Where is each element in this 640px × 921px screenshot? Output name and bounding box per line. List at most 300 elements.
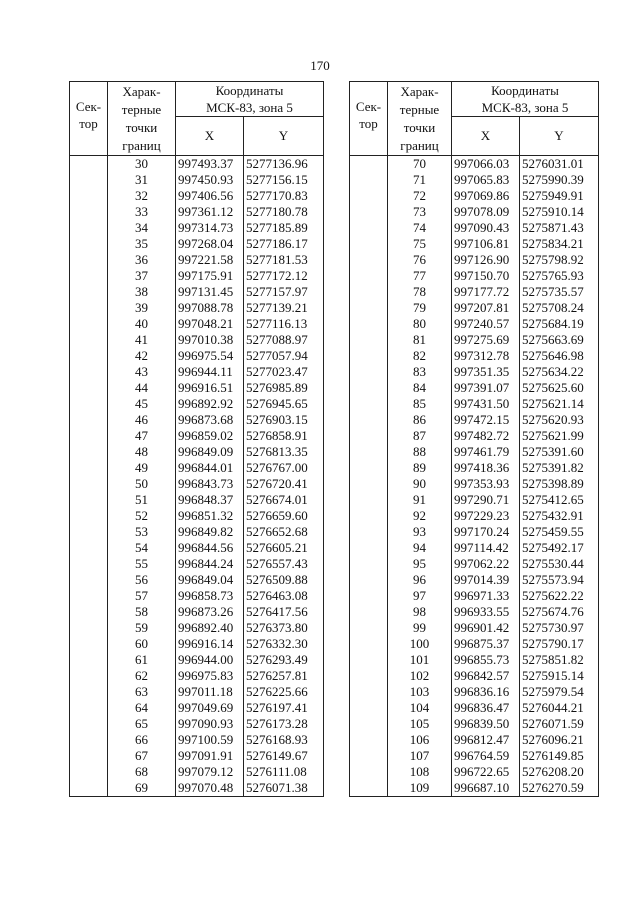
x-coordinate-cell: 996842.57 xyxy=(452,668,520,684)
x-coordinate-cell: 997014.39 xyxy=(452,572,520,588)
table-row xyxy=(350,716,599,732)
y-coordinate-cell: 5277088.97 xyxy=(244,332,324,348)
table-row xyxy=(350,380,599,396)
coordinates-table-left xyxy=(69,81,324,797)
x-coordinate-cell: 996875.37 xyxy=(452,636,520,652)
table-row xyxy=(350,588,599,604)
sector-cell xyxy=(350,428,388,444)
point-number-cell: 51 xyxy=(108,492,176,508)
header-y: Y xyxy=(244,117,324,156)
y-coordinate-cell: 5276149.67 xyxy=(244,748,324,764)
y-coordinate-cell: 5276293.49 xyxy=(244,652,324,668)
sector-cell xyxy=(70,492,108,508)
table-row xyxy=(350,156,599,173)
x-coordinate-cell: 996916.51 xyxy=(176,380,244,396)
y-coordinate-cell: 5275621.14 xyxy=(520,396,599,412)
point-number-cell: 73 xyxy=(388,204,452,220)
point-number-cell: 78 xyxy=(388,284,452,300)
sector-cell xyxy=(350,620,388,636)
table-row xyxy=(350,204,599,220)
y-coordinate-cell: 5277185.89 xyxy=(244,220,324,236)
x-coordinate-cell: 996722.65 xyxy=(452,764,520,780)
sector-cell xyxy=(350,316,388,332)
x-coordinate-cell: 996901.42 xyxy=(452,620,520,636)
y-coordinate-cell: 5275432.91 xyxy=(520,508,599,524)
x-coordinate-cell: 996873.26 xyxy=(176,604,244,620)
point-number-cell: 53 xyxy=(108,524,176,540)
point-number-cell: 67 xyxy=(108,748,176,764)
x-coordinate-cell: 997126.90 xyxy=(452,252,520,268)
y-coordinate-cell: 5276225.66 xyxy=(244,684,324,700)
point-number-cell: 80 xyxy=(388,316,452,332)
x-coordinate-cell: 997011.18 xyxy=(176,684,244,700)
table-row xyxy=(70,204,324,220)
x-coordinate-cell: 996849.82 xyxy=(176,524,244,540)
sector-cell xyxy=(70,524,108,540)
point-number-cell: 35 xyxy=(108,236,176,252)
point-number-cell: 69 xyxy=(108,780,176,797)
y-coordinate-cell: 5276096.21 xyxy=(520,732,599,748)
sector-cell xyxy=(350,684,388,700)
sector-cell xyxy=(350,380,388,396)
table-row xyxy=(350,252,599,268)
y-coordinate-cell: 5276332.30 xyxy=(244,636,324,652)
point-number-cell: 101 xyxy=(388,652,452,668)
point-number-cell: 85 xyxy=(388,396,452,412)
y-coordinate-cell: 5275391.82 xyxy=(520,460,599,476)
table-row xyxy=(350,636,599,652)
y-coordinate-cell: 5276173.28 xyxy=(244,716,324,732)
point-number-cell: 105 xyxy=(388,716,452,732)
table-row xyxy=(70,652,324,668)
x-coordinate-cell: 996839.50 xyxy=(452,716,520,732)
table-row xyxy=(70,460,324,476)
sector-cell xyxy=(350,284,388,300)
point-number-cell: 60 xyxy=(108,636,176,652)
x-coordinate-cell: 997170.24 xyxy=(452,524,520,540)
table-row xyxy=(350,284,599,300)
sector-cell xyxy=(70,428,108,444)
y-coordinate-cell: 5276270.59 xyxy=(520,780,599,797)
y-coordinate-cell: 5276044.21 xyxy=(520,700,599,716)
point-number-cell: 89 xyxy=(388,460,452,476)
x-coordinate-cell: 997114.42 xyxy=(452,540,520,556)
x-coordinate-cell: 996844.01 xyxy=(176,460,244,476)
point-number-cell: 61 xyxy=(108,652,176,668)
point-number-cell: 94 xyxy=(388,540,452,556)
table-row xyxy=(350,460,599,476)
point-number-cell: 93 xyxy=(388,524,452,540)
y-coordinate-cell: 5276945.65 xyxy=(244,396,324,412)
table-row xyxy=(350,524,599,540)
y-coordinate-cell: 5276985.89 xyxy=(244,380,324,396)
x-coordinate-cell: 997106.81 xyxy=(452,236,520,252)
sector-cell xyxy=(70,620,108,636)
sector-cell xyxy=(70,716,108,732)
y-coordinate-cell: 5275646.98 xyxy=(520,348,599,364)
sector-cell xyxy=(70,252,108,268)
sector-cell xyxy=(350,268,388,284)
sector-cell xyxy=(70,284,108,300)
header-points: Харак- терные точки границ xyxy=(108,82,176,156)
y-coordinate-cell: 5275871.43 xyxy=(520,220,599,236)
point-number-cell: 55 xyxy=(108,556,176,572)
sector-cell xyxy=(70,668,108,684)
y-coordinate-cell: 5275684.19 xyxy=(520,316,599,332)
x-coordinate-cell: 997229.23 xyxy=(452,508,520,524)
table-row xyxy=(70,684,324,700)
sector-cell xyxy=(350,764,388,780)
y-coordinate-cell: 5275674.76 xyxy=(520,604,599,620)
y-coordinate-cell: 5276373.80 xyxy=(244,620,324,636)
sector-cell xyxy=(70,732,108,748)
y-coordinate-cell: 5277023.47 xyxy=(244,364,324,380)
x-coordinate-cell: 997066.03 xyxy=(452,156,520,173)
table-row xyxy=(350,476,599,492)
x-coordinate-cell: 996971.33 xyxy=(452,588,520,604)
table-row xyxy=(350,572,599,588)
sector-cell xyxy=(70,364,108,380)
x-coordinate-cell: 997131.45 xyxy=(176,284,244,300)
point-number-cell: 31 xyxy=(108,172,176,188)
point-number-cell: 109 xyxy=(388,780,452,797)
x-coordinate-cell: 996916.14 xyxy=(176,636,244,652)
point-number-cell: 99 xyxy=(388,620,452,636)
sector-cell xyxy=(350,556,388,572)
y-coordinate-cell: 5277139.21 xyxy=(244,300,324,316)
y-coordinate-cell: 5276111.08 xyxy=(244,764,324,780)
table-row xyxy=(70,268,324,284)
y-coordinate-cell: 5275765.93 xyxy=(520,268,599,284)
table-row xyxy=(70,716,324,732)
point-number-cell: 66 xyxy=(108,732,176,748)
y-coordinate-cell: 5275790.17 xyxy=(520,636,599,652)
y-coordinate-cell: 5275730.97 xyxy=(520,620,599,636)
sector-cell xyxy=(350,572,388,588)
y-coordinate-cell: 5276257.81 xyxy=(244,668,324,684)
point-number-cell: 77 xyxy=(388,268,452,284)
point-number-cell: 68 xyxy=(108,764,176,780)
x-coordinate-cell: 997090.43 xyxy=(452,220,520,236)
table-row xyxy=(350,780,599,797)
table-row xyxy=(70,636,324,652)
sector-cell xyxy=(70,700,108,716)
header-x: X xyxy=(452,117,520,156)
sector-cell xyxy=(70,684,108,700)
point-number-cell: 70 xyxy=(388,156,452,173)
point-number-cell: 72 xyxy=(388,188,452,204)
y-coordinate-cell: 5277057.94 xyxy=(244,348,324,364)
table-row xyxy=(350,412,599,428)
x-coordinate-cell: 997493.37 xyxy=(176,156,244,173)
sector-cell xyxy=(70,508,108,524)
x-coordinate-cell: 996836.16 xyxy=(452,684,520,700)
table-row xyxy=(70,284,324,300)
table-row xyxy=(350,508,599,524)
table-row xyxy=(350,188,599,204)
y-coordinate-cell: 5275708.24 xyxy=(520,300,599,316)
sector-cell xyxy=(350,492,388,508)
x-coordinate-cell: 997314.73 xyxy=(176,220,244,236)
x-coordinate-cell: 996812.47 xyxy=(452,732,520,748)
x-coordinate-cell: 996858.73 xyxy=(176,588,244,604)
x-coordinate-cell: 996848.37 xyxy=(176,492,244,508)
point-number-cell: 86 xyxy=(388,412,452,428)
table-row xyxy=(350,620,599,636)
point-number-cell: 96 xyxy=(388,572,452,588)
x-coordinate-cell: 996849.04 xyxy=(176,572,244,588)
sector-cell xyxy=(350,636,388,652)
table-row xyxy=(70,780,324,797)
sector-cell xyxy=(350,396,388,412)
sector-cell xyxy=(350,732,388,748)
x-coordinate-cell: 996849.09 xyxy=(176,444,244,460)
x-coordinate-cell: 996859.02 xyxy=(176,428,244,444)
table-row xyxy=(70,236,324,252)
y-coordinate-cell: 5275622.22 xyxy=(520,588,599,604)
y-coordinate-cell: 5277116.13 xyxy=(244,316,324,332)
point-number-cell: 54 xyxy=(108,540,176,556)
header-sector: Сек- тор xyxy=(70,82,108,156)
point-number-cell: 45 xyxy=(108,396,176,412)
x-coordinate-cell: 996975.83 xyxy=(176,668,244,684)
table-row xyxy=(350,684,599,700)
table-row xyxy=(70,732,324,748)
table-row xyxy=(350,316,599,332)
table-row xyxy=(70,524,324,540)
table-row xyxy=(70,620,324,636)
header-coordinates: Координаты МСК-83, зона 5 xyxy=(176,82,324,117)
sector-cell xyxy=(350,412,388,428)
y-coordinate-cell: 5276031.01 xyxy=(520,156,599,173)
table-row xyxy=(70,444,324,460)
y-coordinate-cell: 5275834.21 xyxy=(520,236,599,252)
sector-cell xyxy=(70,204,108,220)
point-number-cell: 64 xyxy=(108,700,176,716)
table-row xyxy=(350,652,599,668)
sector-cell xyxy=(350,332,388,348)
y-coordinate-cell: 5276903.15 xyxy=(244,412,324,428)
table-row xyxy=(70,748,324,764)
sector-cell xyxy=(70,268,108,284)
table-row xyxy=(70,316,324,332)
x-coordinate-cell: 996855.73 xyxy=(452,652,520,668)
table-row xyxy=(70,428,324,444)
y-coordinate-cell: 5276071.38 xyxy=(244,780,324,797)
x-coordinate-cell: 997482.72 xyxy=(452,428,520,444)
y-coordinate-cell: 5275573.94 xyxy=(520,572,599,588)
y-coordinate-cell: 5275735.57 xyxy=(520,284,599,300)
x-coordinate-cell: 996843.73 xyxy=(176,476,244,492)
sector-cell xyxy=(70,460,108,476)
x-coordinate-cell: 997240.57 xyxy=(452,316,520,332)
table-row xyxy=(350,444,599,460)
table-row xyxy=(350,268,599,284)
point-number-cell: 102 xyxy=(388,668,452,684)
table-row xyxy=(350,604,599,620)
y-coordinate-cell: 5275979.54 xyxy=(520,684,599,700)
sector-cell xyxy=(350,236,388,252)
point-number-cell: 65 xyxy=(108,716,176,732)
table-row xyxy=(350,300,599,316)
y-coordinate-cell: 5275625.60 xyxy=(520,380,599,396)
x-coordinate-cell: 997221.58 xyxy=(176,252,244,268)
y-coordinate-cell: 5277157.97 xyxy=(244,284,324,300)
point-number-cell: 37 xyxy=(108,268,176,284)
x-coordinate-cell: 997312.78 xyxy=(452,348,520,364)
point-number-cell: 46 xyxy=(108,412,176,428)
y-coordinate-cell: 5276674.01 xyxy=(244,492,324,508)
y-coordinate-cell: 5276149.85 xyxy=(520,748,599,764)
point-number-cell: 71 xyxy=(388,172,452,188)
x-coordinate-cell: 997406.56 xyxy=(176,188,244,204)
y-coordinate-cell: 5276463.08 xyxy=(244,588,324,604)
x-coordinate-cell: 996836.47 xyxy=(452,700,520,716)
sector-cell xyxy=(350,172,388,188)
point-number-cell: 47 xyxy=(108,428,176,444)
table-row xyxy=(70,332,324,348)
sector-cell xyxy=(70,300,108,316)
sector-cell xyxy=(350,156,388,173)
y-coordinate-cell: 5276417.56 xyxy=(244,604,324,620)
table-row xyxy=(70,572,324,588)
y-coordinate-cell: 5277180.78 xyxy=(244,204,324,220)
sector-cell xyxy=(70,396,108,412)
point-number-cell: 81 xyxy=(388,332,452,348)
x-coordinate-cell: 996764.59 xyxy=(452,748,520,764)
x-coordinate-cell: 997088.78 xyxy=(176,300,244,316)
point-number-cell: 44 xyxy=(108,380,176,396)
y-coordinate-cell: 5275990.39 xyxy=(520,172,599,188)
y-coordinate-cell: 5276509.88 xyxy=(244,572,324,588)
sector-cell xyxy=(350,652,388,668)
point-number-cell: 58 xyxy=(108,604,176,620)
x-coordinate-cell: 997351.35 xyxy=(452,364,520,380)
table-row xyxy=(70,220,324,236)
sector-cell xyxy=(350,524,388,540)
x-coordinate-cell: 997090.93 xyxy=(176,716,244,732)
x-coordinate-cell: 997461.79 xyxy=(452,444,520,460)
y-coordinate-cell: 5276197.41 xyxy=(244,700,324,716)
sector-cell xyxy=(350,540,388,556)
y-coordinate-cell: 5275492.17 xyxy=(520,540,599,556)
point-number-cell: 39 xyxy=(108,300,176,316)
table-row xyxy=(350,236,599,252)
point-number-cell: 49 xyxy=(108,460,176,476)
x-coordinate-cell: 996944.00 xyxy=(176,652,244,668)
y-coordinate-cell: 5277186.17 xyxy=(244,236,324,252)
header-coordinates: Координаты МСК-83, зона 5 xyxy=(452,82,599,117)
table-row xyxy=(70,588,324,604)
table-row xyxy=(70,188,324,204)
sector-cell xyxy=(70,236,108,252)
x-coordinate-cell: 997268.04 xyxy=(176,236,244,252)
point-number-cell: 100 xyxy=(388,636,452,652)
x-coordinate-cell: 997391.07 xyxy=(452,380,520,396)
point-number-cell: 106 xyxy=(388,732,452,748)
x-coordinate-cell: 996851.32 xyxy=(176,508,244,524)
sector-cell xyxy=(70,332,108,348)
sector-cell xyxy=(70,540,108,556)
sector-cell xyxy=(70,188,108,204)
table-row xyxy=(70,396,324,412)
sector-cell xyxy=(350,588,388,604)
sector-cell xyxy=(350,220,388,236)
y-coordinate-cell: 5276767.00 xyxy=(244,460,324,476)
table-row xyxy=(350,492,599,508)
sector-cell xyxy=(70,156,108,173)
y-coordinate-cell: 5275915.14 xyxy=(520,668,599,684)
x-coordinate-cell: 997069.86 xyxy=(452,188,520,204)
y-coordinate-cell: 5277156.15 xyxy=(244,172,324,188)
table-row xyxy=(70,252,324,268)
sector-cell xyxy=(350,444,388,460)
sector-cell xyxy=(70,780,108,797)
x-coordinate-cell: 997010.38 xyxy=(176,332,244,348)
sector-cell xyxy=(350,364,388,380)
sector-cell xyxy=(70,652,108,668)
table-row xyxy=(70,492,324,508)
coordinates-table-right xyxy=(349,81,599,797)
sector-cell xyxy=(350,188,388,204)
table-row xyxy=(350,428,599,444)
y-coordinate-cell: 5275621.99 xyxy=(520,428,599,444)
table-row xyxy=(70,604,324,620)
table-row xyxy=(70,668,324,684)
x-coordinate-cell: 997049.69 xyxy=(176,700,244,716)
y-coordinate-cell: 5275663.69 xyxy=(520,332,599,348)
sector-cell xyxy=(350,780,388,797)
x-coordinate-cell: 996844.56 xyxy=(176,540,244,556)
x-coordinate-cell: 996873.68 xyxy=(176,412,244,428)
point-number-cell: 91 xyxy=(388,492,452,508)
y-coordinate-cell: 5275851.82 xyxy=(520,652,599,668)
header-y: Y xyxy=(520,117,599,156)
x-coordinate-cell: 997361.12 xyxy=(176,204,244,220)
point-number-cell: 98 xyxy=(388,604,452,620)
point-number-cell: 43 xyxy=(108,364,176,380)
table-row xyxy=(350,348,599,364)
x-coordinate-cell: 997091.91 xyxy=(176,748,244,764)
y-coordinate-cell: 5275634.22 xyxy=(520,364,599,380)
table-row xyxy=(350,220,599,236)
point-number-cell: 83 xyxy=(388,364,452,380)
point-number-cell: 59 xyxy=(108,620,176,636)
point-number-cell: 48 xyxy=(108,444,176,460)
table-row xyxy=(350,700,599,716)
x-coordinate-cell: 996687.10 xyxy=(452,780,520,797)
point-number-cell: 88 xyxy=(388,444,452,460)
point-number-cell: 79 xyxy=(388,300,452,316)
point-number-cell: 42 xyxy=(108,348,176,364)
point-number-cell: 103 xyxy=(388,684,452,700)
point-number-cell: 32 xyxy=(108,188,176,204)
header-points: Харак- терные точки границ xyxy=(388,82,452,156)
point-number-cell: 62 xyxy=(108,668,176,684)
x-coordinate-cell: 997100.59 xyxy=(176,732,244,748)
sector-cell xyxy=(350,300,388,316)
point-number-cell: 108 xyxy=(388,764,452,780)
sector-cell xyxy=(70,572,108,588)
table-row xyxy=(70,476,324,492)
x-coordinate-cell: 997472.15 xyxy=(452,412,520,428)
x-coordinate-cell: 997431.50 xyxy=(452,396,520,412)
table-row xyxy=(350,172,599,188)
sector-cell xyxy=(70,588,108,604)
point-number-cell: 84 xyxy=(388,380,452,396)
sector-cell xyxy=(70,172,108,188)
point-number-cell: 82 xyxy=(388,348,452,364)
